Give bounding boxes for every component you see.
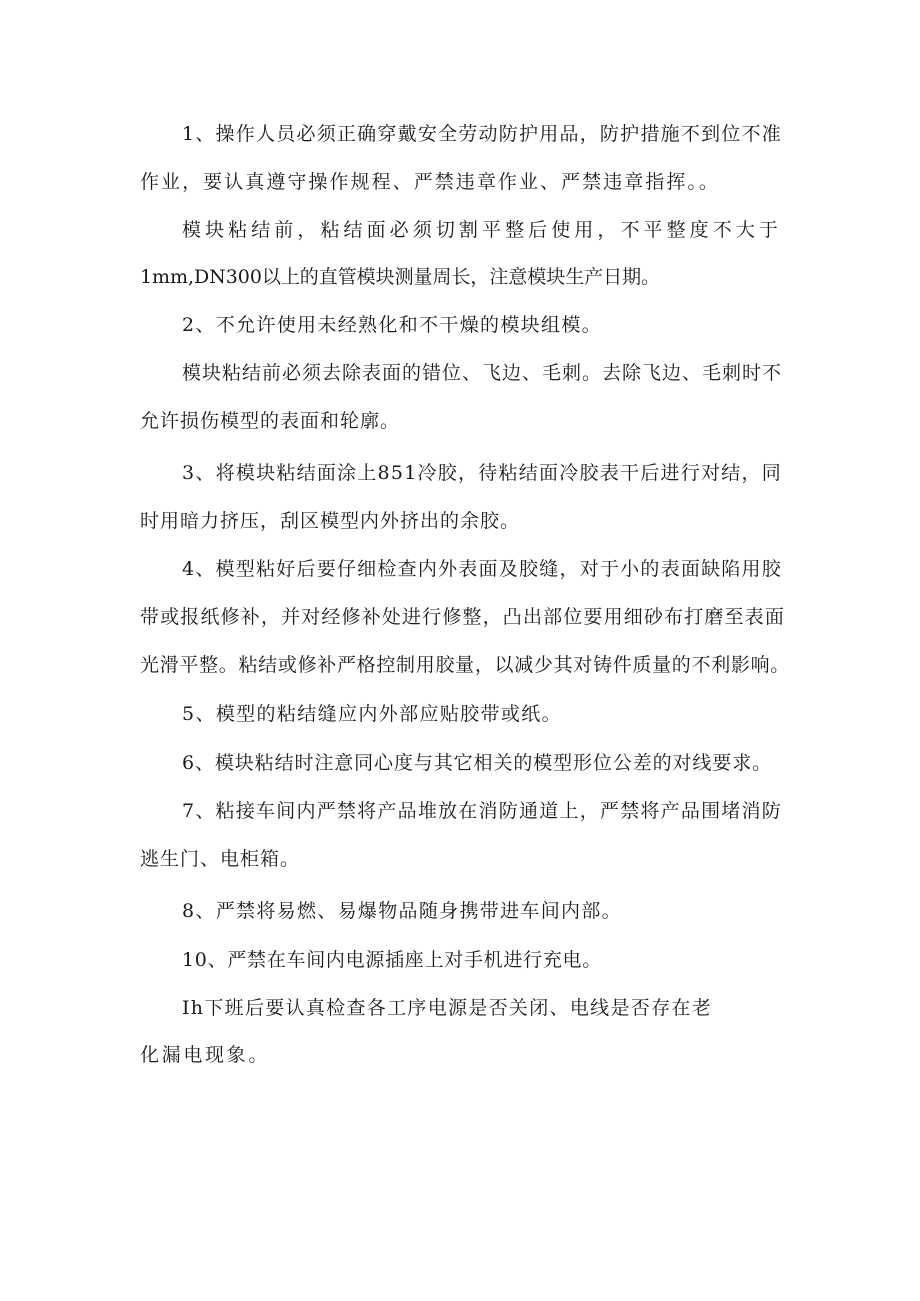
paragraph-1-line-2: 作业，要认真遵守操作规程、严禁违章作业、严禁违章指挥。。 <box>140 171 720 193</box>
paragraph-10-line-1: 8、严禁将易燃、易爆物品随身携带进车间内部。 <box>182 900 622 922</box>
paragraph-2-line-1: 模块粘结前，粘结面必须切割平整后使用，不平整度不大于 <box>182 219 782 241</box>
paragraph-5-line-1: 3、将模块粘结面涂上851冷胶，待粘结面冷胶表干后进行对结，同 <box>182 462 782 484</box>
paragraph-6-line-3: 光滑平整。粘结或修补严格控制用胶量，以减少其对铸件质量的不利影响。 <box>140 654 790 676</box>
paragraph-9-line-1: 7、粘接车间内严禁将产品堆放在消防通道上，严禁将产品围堵消防 <box>182 800 782 822</box>
paragraph-12-line-2: 化漏电现象。 <box>140 1044 270 1066</box>
paragraph-4-line-2: 允许损伤模型的表面和轮廓。 <box>140 410 400 432</box>
paragraph-6-line-2: 带或报纸修补，并对经修补处进行修整，凸出部位要用细砂布打磨至表面 <box>140 606 785 628</box>
paragraph-9-line-2: 逃生门、电柜箱。 <box>140 848 300 870</box>
paragraph-4-line-1: 模块粘结前必须去除表面的错位、飞边、毛刺。去除飞边、毛刺时不 <box>182 362 782 384</box>
paragraph-5-line-2: 时用暗力挤压，刮区模型内外挤出的余胶。 <box>140 510 520 532</box>
paragraph-11-line-1: 10、严禁在车间内电源插座上对手机进行充电。 <box>182 949 602 971</box>
paragraph-7-line-1: 5、模型的粘结缝应内外部应贴胶带或纸。 <box>182 703 562 725</box>
paragraph-12-line-1: Ih下班后要认真检查各工序电源是否关闭、电线是否存在老 <box>182 997 712 1019</box>
paragraph-6-line-1: 4、模型粘好后要仔细检查内外表面及胶缝，对于小的表面缺陷用胶 <box>182 558 782 580</box>
paragraph-3-line-1: 2、不允许使用未经熟化和不干燥的模块组模。 <box>182 314 602 336</box>
paragraph-2-line-2: 1mm,DN300以上的直管模块测量周长，注意模块生产日期。 <box>140 266 660 288</box>
paragraph-8-line-1: 6、模块粘结时注意同心度与其它相关的模型形位公差的对线要求。 <box>182 752 772 774</box>
paragraph-1-line-1: 1、操作人员必须正确穿戴安全劳动防护用品，防护措施不到位不准 <box>182 123 782 145</box>
